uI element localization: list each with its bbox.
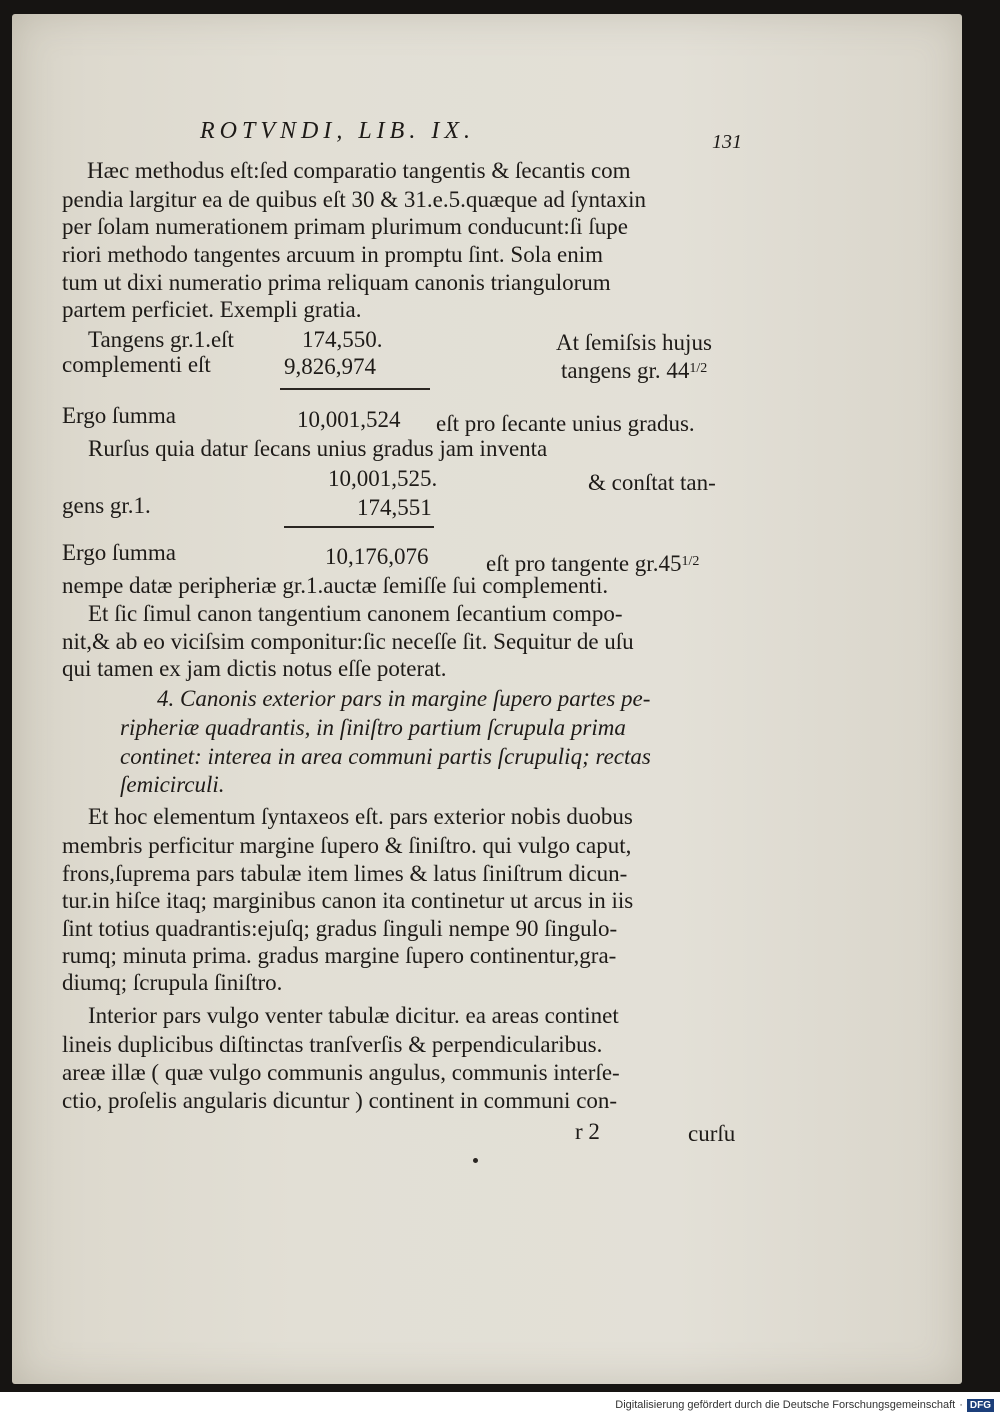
fraction: 1/2 [681, 554, 700, 569]
text-line: riori methodo tangentes arcuum in promptu ſint. Sola enim [62, 242, 604, 267]
example-value: 174,550. [302, 327, 383, 352]
sum-note: eſt pro ſecante unius gradus. [436, 411, 695, 436]
example-label: gens gr.1. [62, 493, 151, 518]
running-title: ROTVNDI, LIB. IX. [200, 118, 475, 144]
sum-note: eſt pro tangente $gr.45^{1/2}$ [486, 551, 700, 576]
dfg-logo-icon: DFG [967, 1399, 994, 1412]
text-line: nempe datæ peripheriæ gr.1.auctæ ſemiſſe ſui complementi. [62, 573, 609, 598]
example-value: 9,826,974 [284, 354, 376, 379]
text-line: Hæc methodus eſt:ſed comparatio tangentis & ſecantis com [87, 158, 631, 183]
catchword: curſu [688, 1121, 736, 1146]
sum-value: 10,176,076 [325, 544, 429, 569]
italic-line: 4. Canonis exterior pars in margine ſupero partes pe- [157, 686, 651, 711]
text-line: qui tamen ex jam dictis notus eſſe poterat. [62, 656, 447, 681]
text-line: nit,& ab eo viciſsim componitur:ſic neceſſe ſit. Sequitur de uſu [62, 629, 634, 654]
sum-label: Ergo ſumma [62, 403, 176, 428]
example-value: 174,551 [357, 495, 432, 520]
footer-credit: Digitalisierung gefördert durch die Deutsche Forschungsgemeinschaft [615, 1399, 956, 1411]
text-line: Et hoc elementum ſyntaxeos eſt. pars exterior nobis duobus [88, 804, 633, 829]
example-label: complementi eſt [62, 352, 211, 377]
text-line: tum ut dixi numeratio prima reliquam canonis triangulorum [62, 270, 611, 295]
digitization-footer [615, 1396, 994, 1414]
signature-mark: r 2 [575, 1119, 600, 1144]
italic-line: ſemicirculi. [120, 772, 225, 797]
text-line: frons,ſuprema pars tabulæ item limes & latus ſiniſtrum dicun- [62, 861, 628, 886]
text-line: Interior pars vulgo venter tabulæ dicitur. ea areas continet [88, 1003, 619, 1028]
fraction: 1/2 [689, 361, 708, 376]
ink-dot [473, 1158, 478, 1163]
sum-rule [280, 388, 430, 390]
example-note: tangens gr. $44^{1/2}$ [561, 358, 708, 383]
text-line: areæ illæ ( quæ vulgo communis angulus, communis interſe- [62, 1060, 620, 1085]
text-line: Et ſic ſimul canon tangentium canonem ſecantium compo- [88, 601, 623, 626]
text-line: lineis duplicibus diſtinctas tranſverſis & perpendicularibus. [62, 1032, 603, 1057]
footer-separator: · [959, 1399, 963, 1411]
text-line: ſint totius quadrantis:ejuſq; gradus ſinguli nempe 90 ſingulo- [62, 916, 618, 941]
text-line: rumq; minuta prima. gradus margine ſupero continentur,gra- [62, 943, 617, 968]
text-line: pendia largitur ea de quibus eſt 30 & 31.e.5.quæque ad ſyntaxin [62, 187, 647, 212]
example-label: Tangens gr.1.eſt [88, 327, 234, 352]
text-line: tur.in hiſce itaq; marginibus canon ita continetur ut arcus in iis [62, 888, 634, 913]
sum-value: 10,001,524 [297, 407, 401, 432]
italic-line: continet: interea in area communi partis ſcrupuliq; rectas [120, 744, 651, 769]
text-line: partem perficiet. Exempli gratia. [62, 297, 362, 322]
example-note: At ſemiſsis hujus [556, 330, 712, 355]
example-note: & conſtat tan- [588, 470, 716, 495]
text-line: membris perficitur margine ſupero & ſiniſtro. qui vulgo caput, [62, 833, 632, 858]
text-line: Rurſus quia datur ſecans unius gradus jam inventa [88, 436, 548, 461]
text-line: diumq; ſcrupula ſiniſtro. [62, 970, 283, 995]
sum-rule [284, 526, 434, 528]
sum-label: Ergo ſumma [62, 540, 176, 565]
text-line: per ſolam numerationem primam plurimum conducunt:ſi ſupe [62, 214, 628, 239]
page-number: 131 [712, 131, 742, 153]
italic-line: ripheriæ quadrantis, in ſiniſtro partium ſcrupula prima [120, 715, 626, 740]
text-line: ctio, proſelis angularis dicuntur ) continent in communi con- [62, 1088, 618, 1113]
example-value: 10,001,525. [328, 466, 438, 491]
